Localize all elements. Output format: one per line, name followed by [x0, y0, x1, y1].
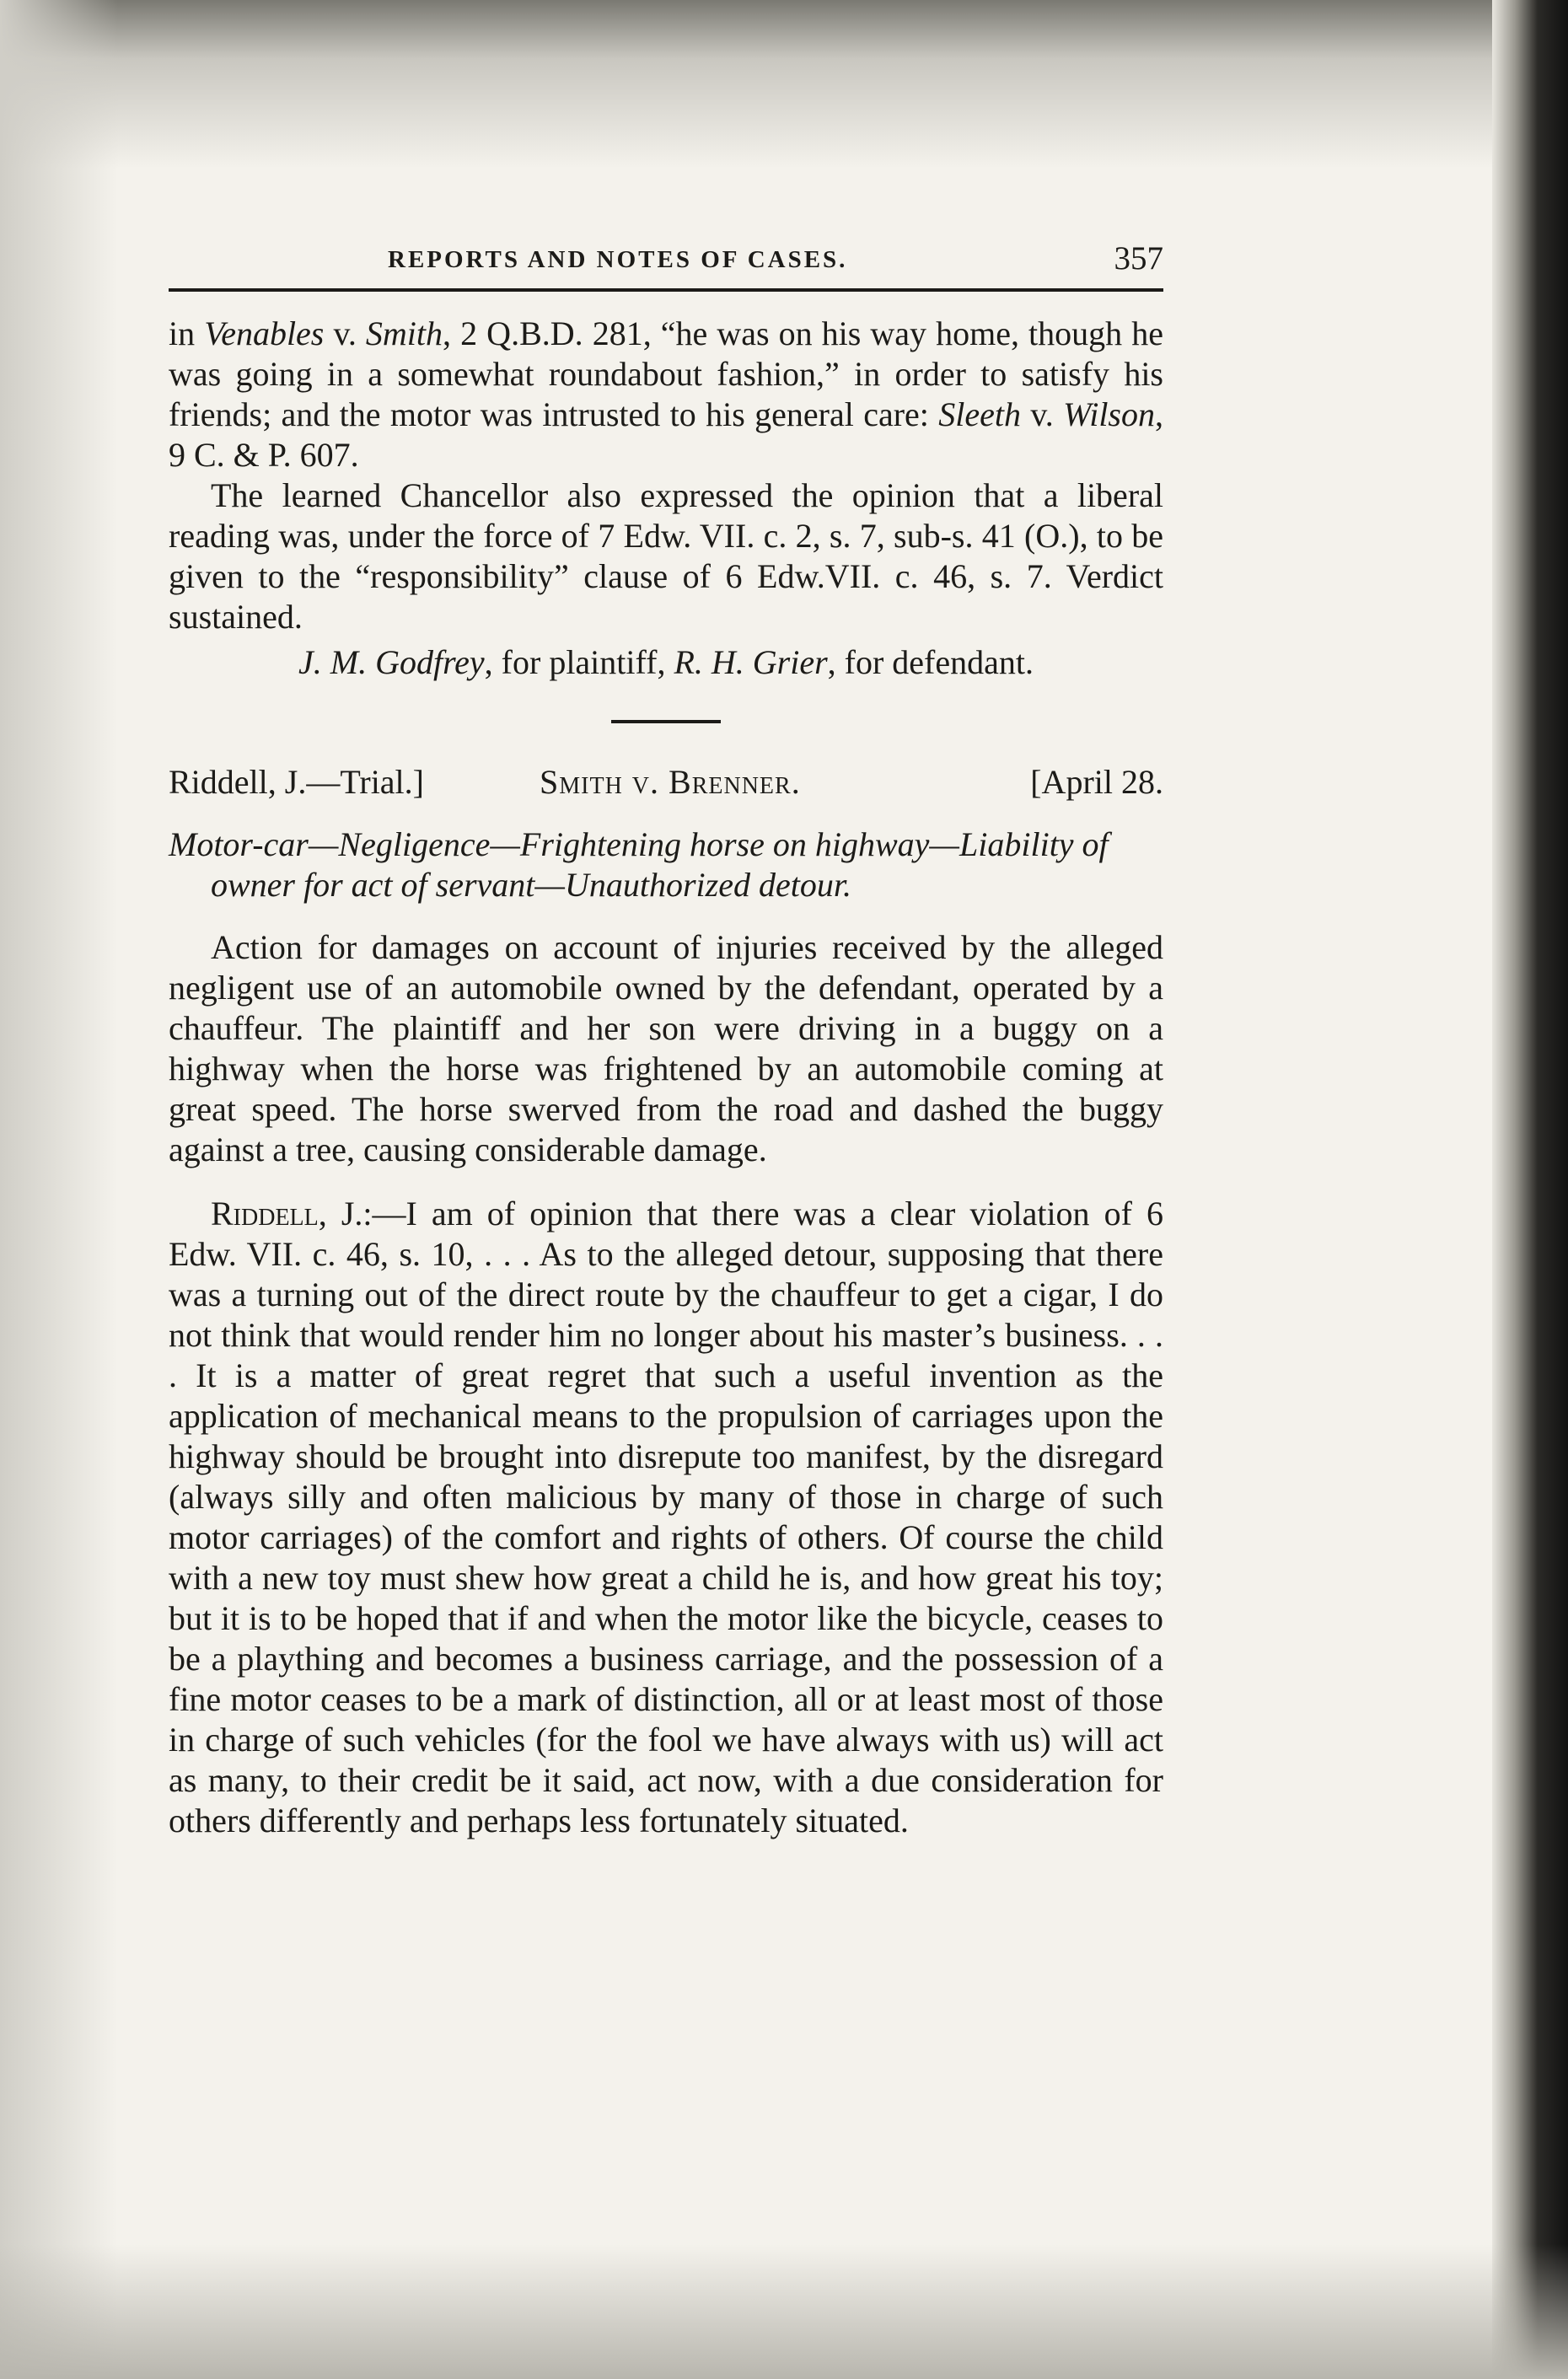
text-run: v.: [324, 314, 366, 352]
case-caption: [169, 762, 1163, 806]
case-citation: Smith: [365, 314, 443, 352]
page: [169, 236, 1163, 1841]
case-citation: Wilson: [1063, 395, 1155, 433]
case-name: Smith v. Brenner.: [540, 763, 801, 801]
plaintiff-counsel: J. M. Godfrey: [298, 643, 485, 681]
running-title: REPORTS AND NOTES OF CASES.: [388, 246, 848, 273]
scan-shadow-bottom: [0, 2244, 1568, 2379]
running-head: [169, 236, 1163, 292]
case-citation: Venables: [204, 314, 325, 352]
case-judge: Riddell, J.—Trial.]: [169, 763, 424, 801]
defendant-counsel: R. H. Grier: [674, 643, 828, 681]
text-run: , 9 C. & P. 607.: [169, 395, 1163, 474]
continued-paragraph: [169, 314, 1163, 475]
text-run: , for plaintiff,: [484, 643, 674, 681]
text-run: , 2 Q.B.D. 281, “he was on his way home, though he was going in a somewhat roundabout fashion,” in order to satisfy his friends; and the motor was intrusted to his general care:: [169, 314, 1163, 433]
scan-shadow-right: [1492, 0, 1568, 2379]
facts-paragraph: Action for damages on account of injuries received by the alleged negligent use of an automobile owned by the defendant, operated by a chauffeur. The plaintiff and her son were driving in a buggy on a highway when the horse was frightened by an automobile coming at great speed. The horse swerved from the road and dashed the buggy against a tree, causing considerable damage.: [169, 928, 1163, 1168]
headnote: Motor-car—Negligence—Frightening horse on highway—Liability of owner for act of servant—Unauthorized detour.: [169, 825, 1109, 904]
counsel-line: [169, 642, 1163, 683]
text-run: v.: [1020, 395, 1064, 433]
case-citation: Sleeth: [938, 395, 1021, 433]
text-run: in: [169, 314, 205, 352]
section-divider: [611, 720, 721, 723]
text-run: , for defendant.: [827, 643, 1034, 681]
page-number: 357: [1114, 240, 1163, 277]
case-date: [April 28.: [1030, 763, 1163, 801]
chancellor-paragraph: The learned Chancellor also expressed the opinion that a liberal reading was, under the force of 7 Edw. VII. c. 2, s. 7, sub-s. 41 (O.), to be given to the “responsibility” clause of 6 Edw.VII. c. 46, s. 7. Verdict sustained.: [169, 476, 1163, 636]
scan-shadow-left: [0, 0, 118, 2379]
opinion-text: , J.:—I am of opinion that there was a clear violation of 6 Edw. VII. c. 46, s. 10, . . . As to the alleged detour, supposing that there was a turning out of the direct route by the chauffeur to get a cigar, I do not think that would render him no longer about his master’s business. . . . It is a matter of great regret that such a useful invention as the application of mechanical means to the propulsion of carriages upon the highway should be brought into disrepute too manifest, by the disregard (always silly and often malicious by many of those in charge of such motor carriages) of the comfort and rights of others. Of course the child with a new toy must shew how great a child he is, and how great his toy; but it is to be hoped that if and when the motor like the bicycle, ceases to be a plaything and becomes a business carriage, and the possession of a fine motor ceases to be a mark of distinction, all or at least most of those in charge of such vehicles (for the fool we have always with us) will act as many, to their credit be it said, act now, with a due consideration for others differently and perhaps less fortunately situated.: [169, 1195, 1163, 1839]
opinion-judge: Riddell: [211, 1195, 319, 1232]
opinion-paragraph: [169, 1194, 1163, 1841]
scan-shadow-top: [0, 0, 1568, 169]
